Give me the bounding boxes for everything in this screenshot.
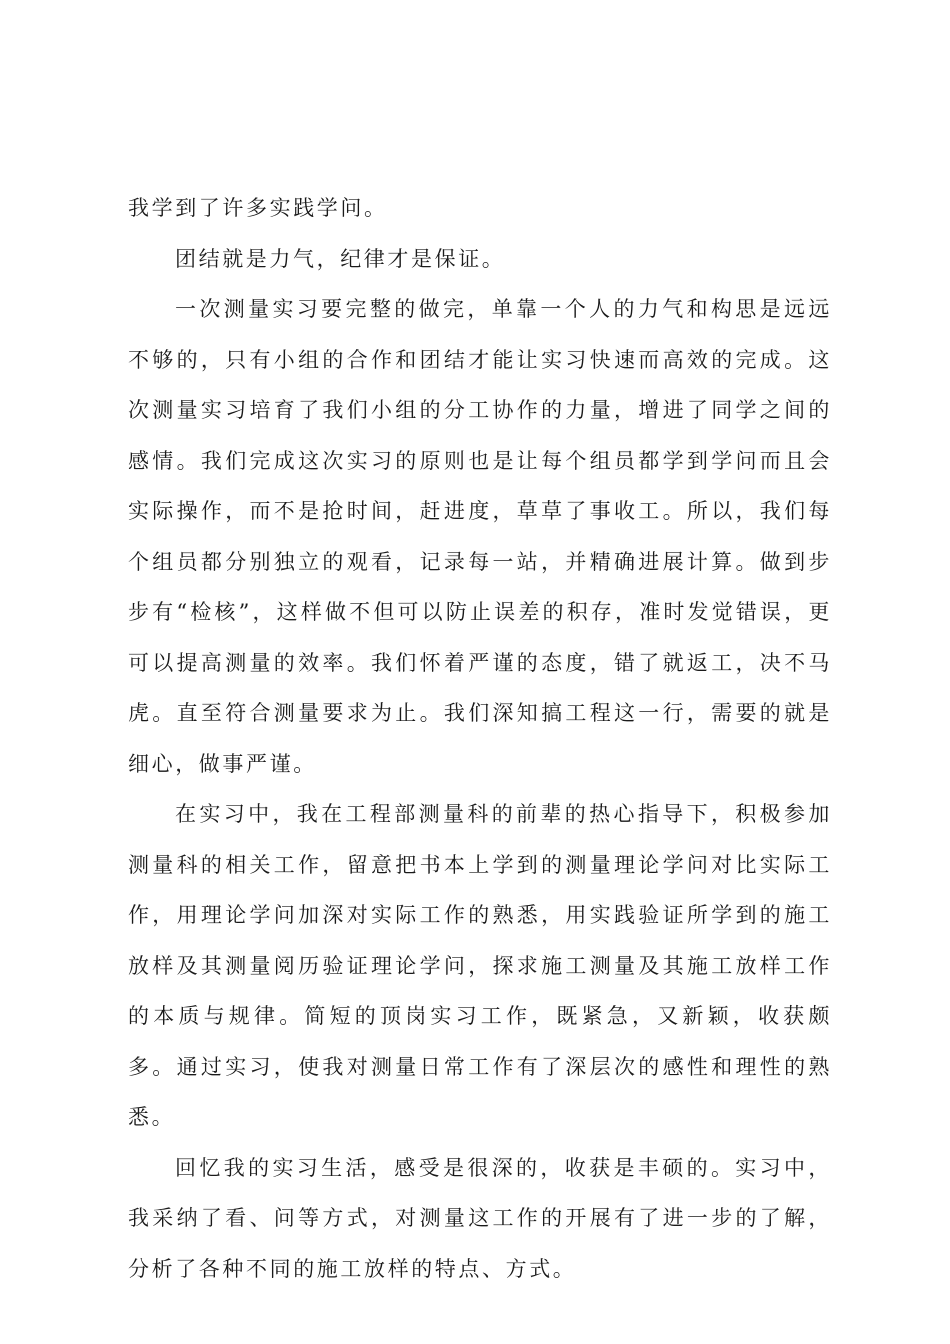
paragraph-reflection: 回忆我的实习生活，感受是很深的，收获是丰硕的。实习中，我采纳了看、问等方式，对测量这工作的开展有了进一步的了解，分析了各种不同的施工放样的特点、方式。 xyxy=(128,1155,832,1281)
document-body xyxy=(128,183,832,1294)
paragraph-internship-guidance: 在实习中，我在工程部测量科的前辈的热心指导下，积极参加测量科的相关工作，留意把书本上学到的测量理论学问对比实际工作，用理论学问加深对实际工作的熟悉，用实践验证所学到的施工放样及其测量阅历验证理论学问，探求施工测量及其施工放样工作的本质与规律。简短的顶岗实习工作，既紧急，又新颖，收获颇多。通过实习，使我对测量日常工作有了深层次的感性和理性的熟悉。 xyxy=(128,802,832,1129)
paragraph-teamwork: 一次测量实习要完整的做完，单靠一个人的力气和构思是远远不够的，只有小组的合作和团结才能让实习快速而高效的完成。这次测量实习培育了我们小组的分工协作的力量，增进了同学之间的感情。我们完成这次实习的原则也是让每个组员都学到学问而且会实际操作，而不是抢时间，赶进度，草草了事收工。所以，我们每个组员都分别独立的观看，记录每一站，并精确进展计算。做到步步有“检核”，这样做不但可以防止误差的积存，准时发觉错误，更可以提高测量的效率。我们怀着严谨的态度，错了就返工，决不马虎。直至符合测量要求为止。我们深知搞工程这一行，需要的就是细心，做事严谨。 xyxy=(128,297,832,776)
paragraph-continuation: 我学到了许多实践学问。 xyxy=(128,196,388,220)
paragraph-unity: 团结就是力气，纪律才是保证。 xyxy=(175,246,506,271)
